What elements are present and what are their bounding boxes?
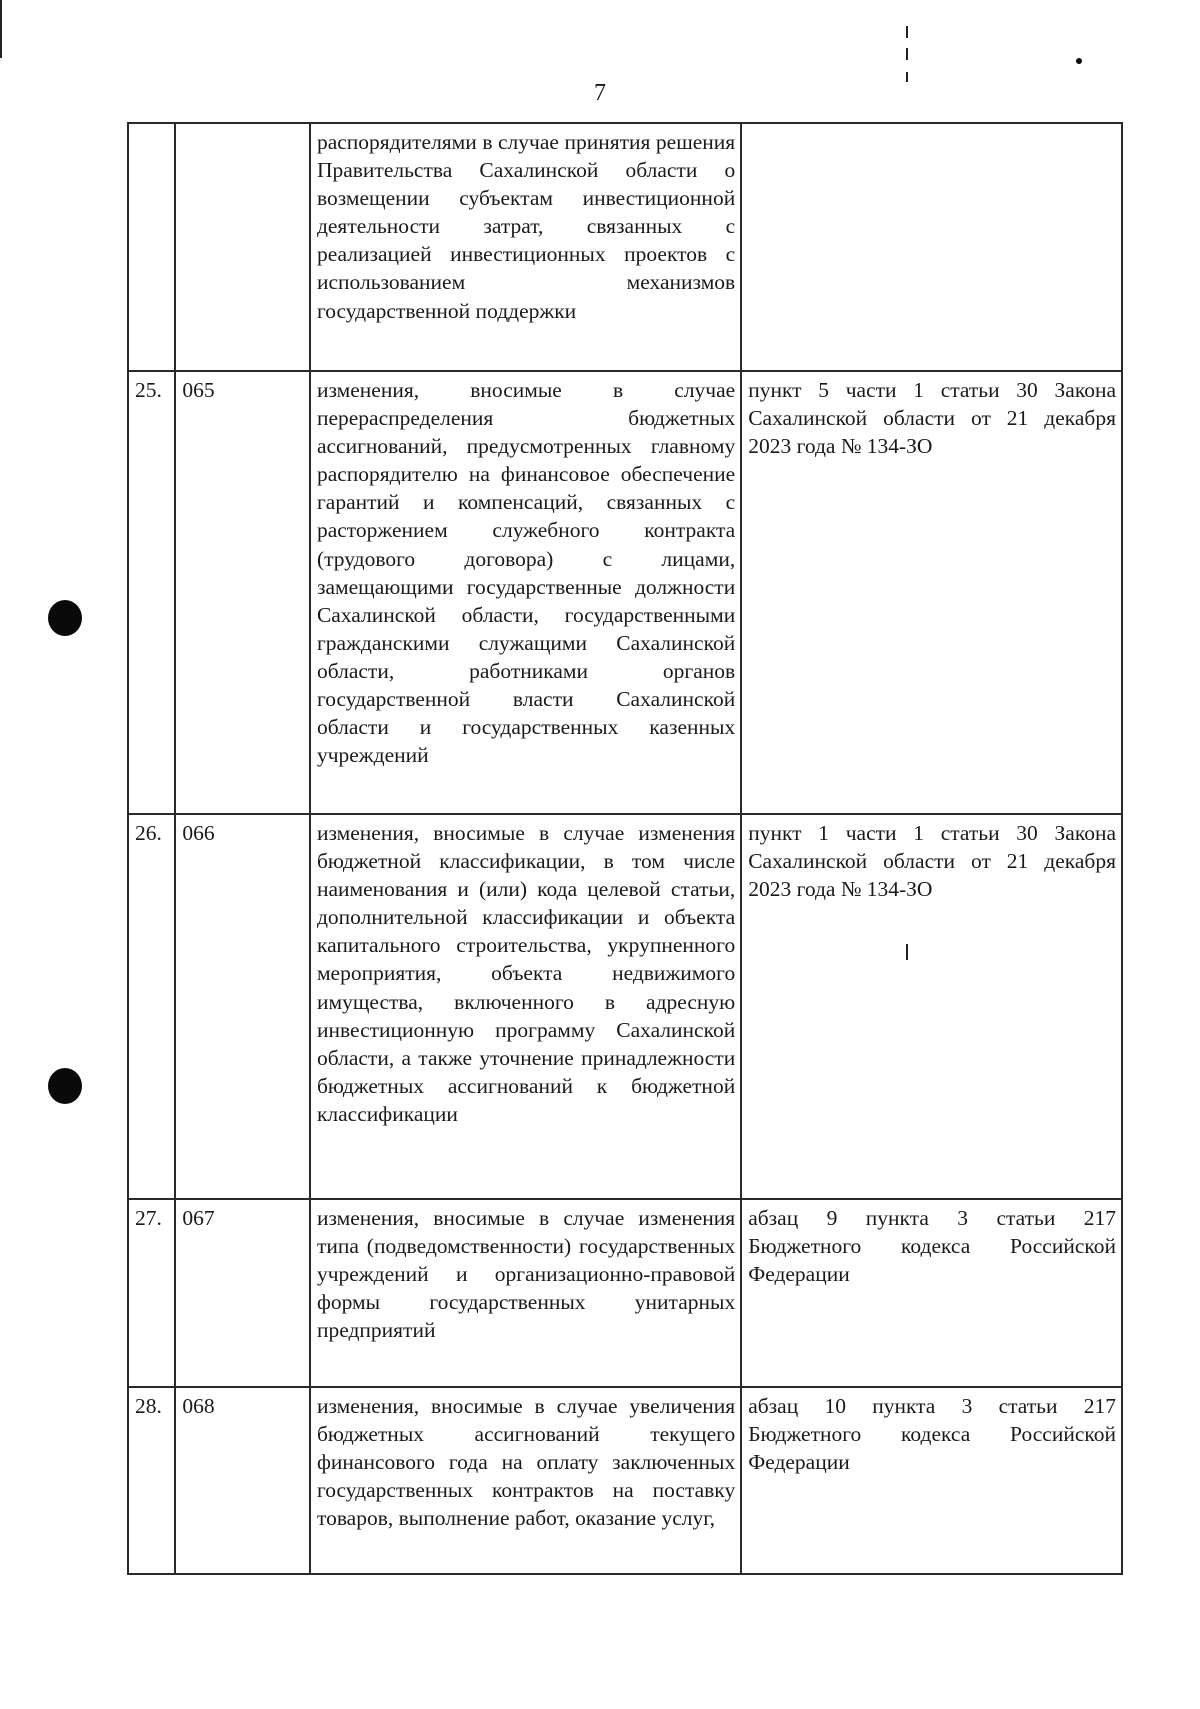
row-number: 27. [128, 1199, 175, 1387]
row-code: 066 [175, 814, 310, 1199]
scan-tick-1 [906, 26, 908, 38]
row-description: изменения, вносимые в случае перераспределения бюджетных ассигнований, предусмотренных главному распорядителю на финансовое обеспечение гарантий и компенсаций, связанных с расторжением служебного контракта (трудового договора) с лицами, замещающими государственные должности Сахалинской области, государственными гражданскими служащими Сахалинской области, работниками органов государственной власти Сахалинской области и государственных казенных учреждений [310, 371, 741, 814]
punch-hole-lower [48, 1068, 82, 1104]
row-number: 25. [128, 371, 175, 814]
row-legal-basis [741, 123, 1122, 371]
table-row [128, 1387, 1122, 1574]
row-description: изменения, вносимые в случае изменения бюджетной классификации, в том числе наименования и (или) кода целевой статьи, дополнительной классификации и объекта капитального строительства, укрупненного мероприятия, объекта недвижимого имущества, включенного в адресную инвестиционную программу Сахалинской области, а также уточнение принадлежности бюджетных ассигнований к бюджетной классификации [310, 814, 741, 1199]
row-code: 067 [175, 1199, 310, 1387]
row-description: изменения, вносимые в случае изменения типа (подведомственности) государственных учреждений и организационно-правовой формы государственных унитарных предприятий [310, 1199, 741, 1387]
scan-speck [1076, 58, 1082, 64]
table-row [128, 814, 1122, 1199]
row-legal-basis: пункт 1 части 1 статьи 30 Закона Сахалинской области от 21 декабря 2023 года № 134-ЗО [741, 814, 1122, 1199]
table-row [128, 123, 1122, 371]
row-legal-basis: абзац 10 пункта 3 статьи 217 Бюджетного кодекса Российской Федерации [741, 1387, 1122, 1574]
scan-edge-line [0, 0, 2, 58]
page-number: 7 [594, 80, 606, 106]
scan-tick-3 [906, 72, 908, 82]
punch-hole-upper [48, 600, 82, 636]
row-description: изменения, вносимые в случае увеличения бюджетных ассигнований текущего финансового года на оплату заключенных государственных контрактов на поставку товаров, выполнение работ, оказание услуг, [310, 1387, 741, 1574]
budget-changes-table [127, 122, 1123, 1575]
row-legal-basis: пункт 5 части 1 статьи 30 Закона Сахалинской области от 21 декабря 2023 года № 134-ЗО [741, 371, 1122, 814]
row-number: 28. [128, 1387, 175, 1574]
row-code: 068 [175, 1387, 310, 1574]
row-number [128, 123, 175, 371]
table-row [128, 1199, 1122, 1387]
row-code [175, 123, 310, 371]
scan-tick-2 [906, 48, 908, 60]
table-row [128, 371, 1122, 814]
row-code: 065 [175, 371, 310, 814]
row-description: распорядителями в случае принятия решения Правительства Сахалинской области о возмещении субъектам инвестиционной деятельности затрат, связанных с реализацией инвестиционных проектов с использованием механизмов государственной поддержки [310, 123, 741, 371]
row-number: 26. [128, 814, 175, 1199]
row-legal-basis: абзац 9 пункта 3 статьи 217 Бюджетного кодекса Российской Федерации [741, 1199, 1122, 1387]
scan-tick-4 [906, 944, 908, 960]
